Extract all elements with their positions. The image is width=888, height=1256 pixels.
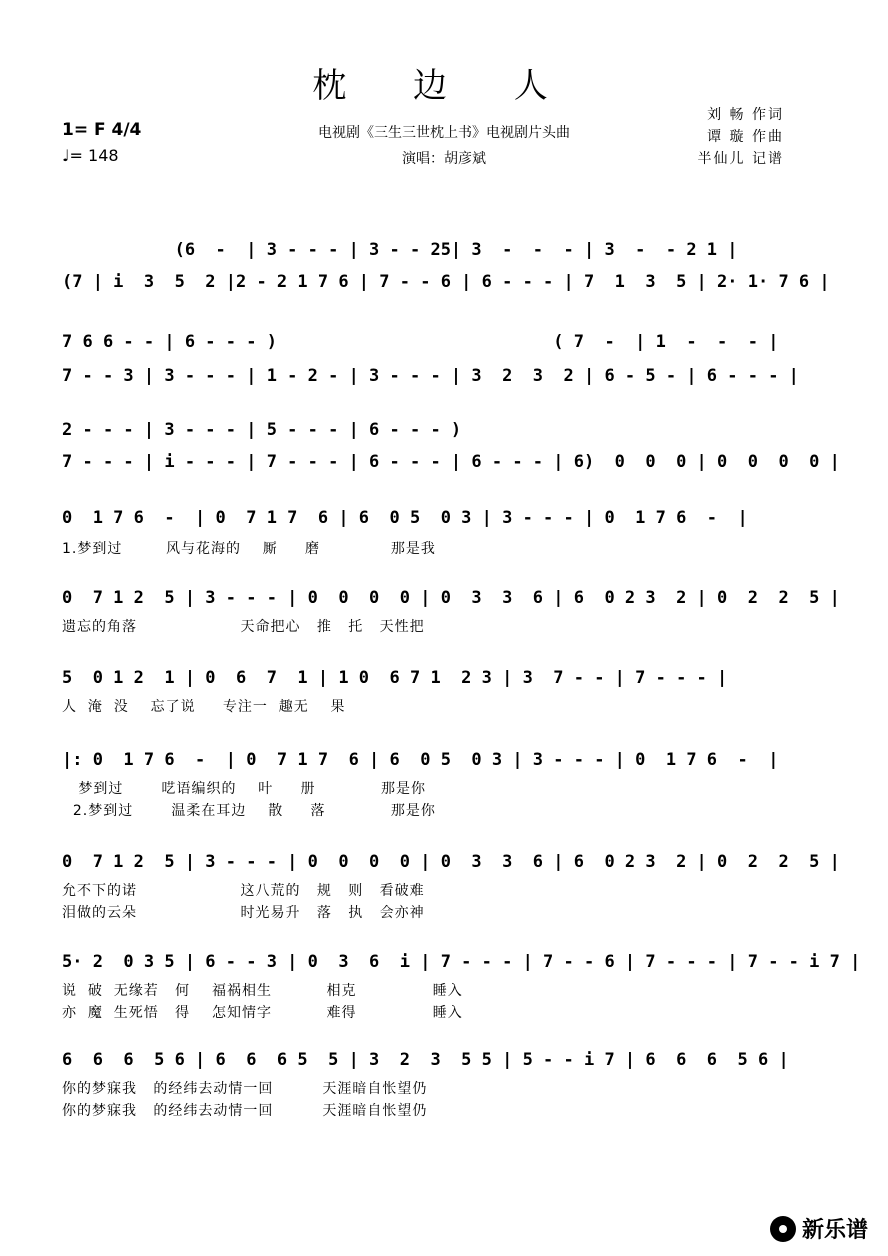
page-title: 枕 边 人 bbox=[312, 66, 576, 106]
score-line: (6 - | 3 - - - | 3 - - 25| 3 - - - | 3 - - 2 1 | bbox=[62, 240, 738, 260]
lyric-line: 亦 魔 生死悟 得 怎知情字 难得 睡入 bbox=[62, 1005, 463, 1021]
score-line: 5· 2 0 3 5 | 6 - - 3 | 0 3 6 i | 7 - - - | 7 - - 6 | 7 - - - | 7 - - i 7 | bbox=[62, 952, 861, 972]
logo-text: 新乐谱 bbox=[801, 1218, 868, 1243]
watermark-logo bbox=[770, 1213, 868, 1244]
lyric-line: 你的梦寐我 的经纬去动情一回 天涯暗自怅望仍 bbox=[62, 1081, 428, 1097]
lyric-line: 允不下的诺 这八荒的 规 则 看破难 bbox=[62, 883, 425, 899]
score-line: 2 - - - | 3 - - - | 5 - - - | 6 - - - ) bbox=[62, 420, 462, 440]
tempo-mark: ♩= 148 bbox=[62, 146, 119, 165]
subtitle: 电视剧《三生三世枕上书》电视剧片头曲 bbox=[318, 125, 570, 141]
lyric-line: 1.梦到过 风与花海的 厮 磨 那是我 bbox=[62, 541, 436, 557]
credit-transcriber: 半仙儿 记谱 bbox=[697, 151, 784, 167]
key-signature: 1= F 4/4 bbox=[62, 120, 142, 140]
credit-composer: 谭 璇 作曲 bbox=[707, 129, 784, 145]
lyric-line: 2.梦到过 温柔在耳边 散 落 那是你 bbox=[62, 803, 436, 819]
credit-lyrics: 刘 畅 作词 bbox=[707, 107, 784, 123]
disc-icon bbox=[770, 1216, 796, 1242]
score-line: 7 - - 3 | 3 - - - | 1 - 2 - | 3 - - - | 3 2 3 2 | 6 - 5 - | 6 - - - | bbox=[62, 366, 799, 386]
score-line: 0 7 1 2 5 | 3 - - - | 0 0 0 0 | 0 3 3 6 | 6 0 2 3 2 | 0 2 2 5 | bbox=[62, 588, 840, 608]
score-line: 0 7 1 2 5 | 3 - - - | 0 0 0 0 | 0 3 3 6 | 6 0 2 3 2 | 0 2 2 5 | bbox=[62, 852, 840, 872]
lyric-line: 遗忘的角落 天命把心 推 托 天性把 bbox=[62, 619, 425, 635]
score-line: 5 0 1 2 1 | 0 6 7 1 | 1 0 6 7 1 2 3 | 3 7 - - | 7 - - - | bbox=[62, 668, 728, 688]
singer: 演唱：胡彦斌 bbox=[402, 151, 486, 167]
score-line: 7 6 6 - - | 6 - - - ) ( 7 - | 1 - - - | bbox=[62, 332, 779, 352]
score-line: |: 0 1 7 6 - | 0 7 1 7 6 | 6 0 5 0 3 | 3 - - - | 0 1 7 6 - | bbox=[62, 750, 779, 770]
lyric-line: 泪做的云朵 时光易升 落 执 会亦神 bbox=[62, 905, 425, 921]
lyric-line: 梦到过 呓语编织的 叶 册 那是你 bbox=[62, 781, 426, 797]
score-line: 0 1 7 6 - | 0 7 1 7 6 | 6 0 5 0 3 | 3 - - - | 0 1 7 6 - | bbox=[62, 508, 748, 528]
lyric-line: 你的梦寐我 的经纬去动情一回 天涯暗自怅望仍 bbox=[62, 1103, 428, 1119]
score-line: (7 | i 3 5 2 |2 - 2 1 7 6 | 7 - - 6 | 6 - - - | 7 1 3 5 | 2· 1· 7 6 | bbox=[62, 272, 830, 292]
score-line: 7 - - - | i - - - | 7 - - - | 6 - - - | 6 - - - | 6) 0 0 0 | 0 0 0 0 | bbox=[62, 452, 840, 472]
lyric-line: 人 淹 没 忘了说 专注一 趣无 果 bbox=[62, 699, 346, 715]
lyric-line: 说 破 无缘若 何 福祸相生 相克 睡入 bbox=[62, 983, 463, 999]
score-line: 6 6 6 5 6 | 6 6 6 5 5 | 3 2 3 5 5 | 5 - - i 7 | 6 6 6 5 6 | bbox=[62, 1050, 789, 1070]
